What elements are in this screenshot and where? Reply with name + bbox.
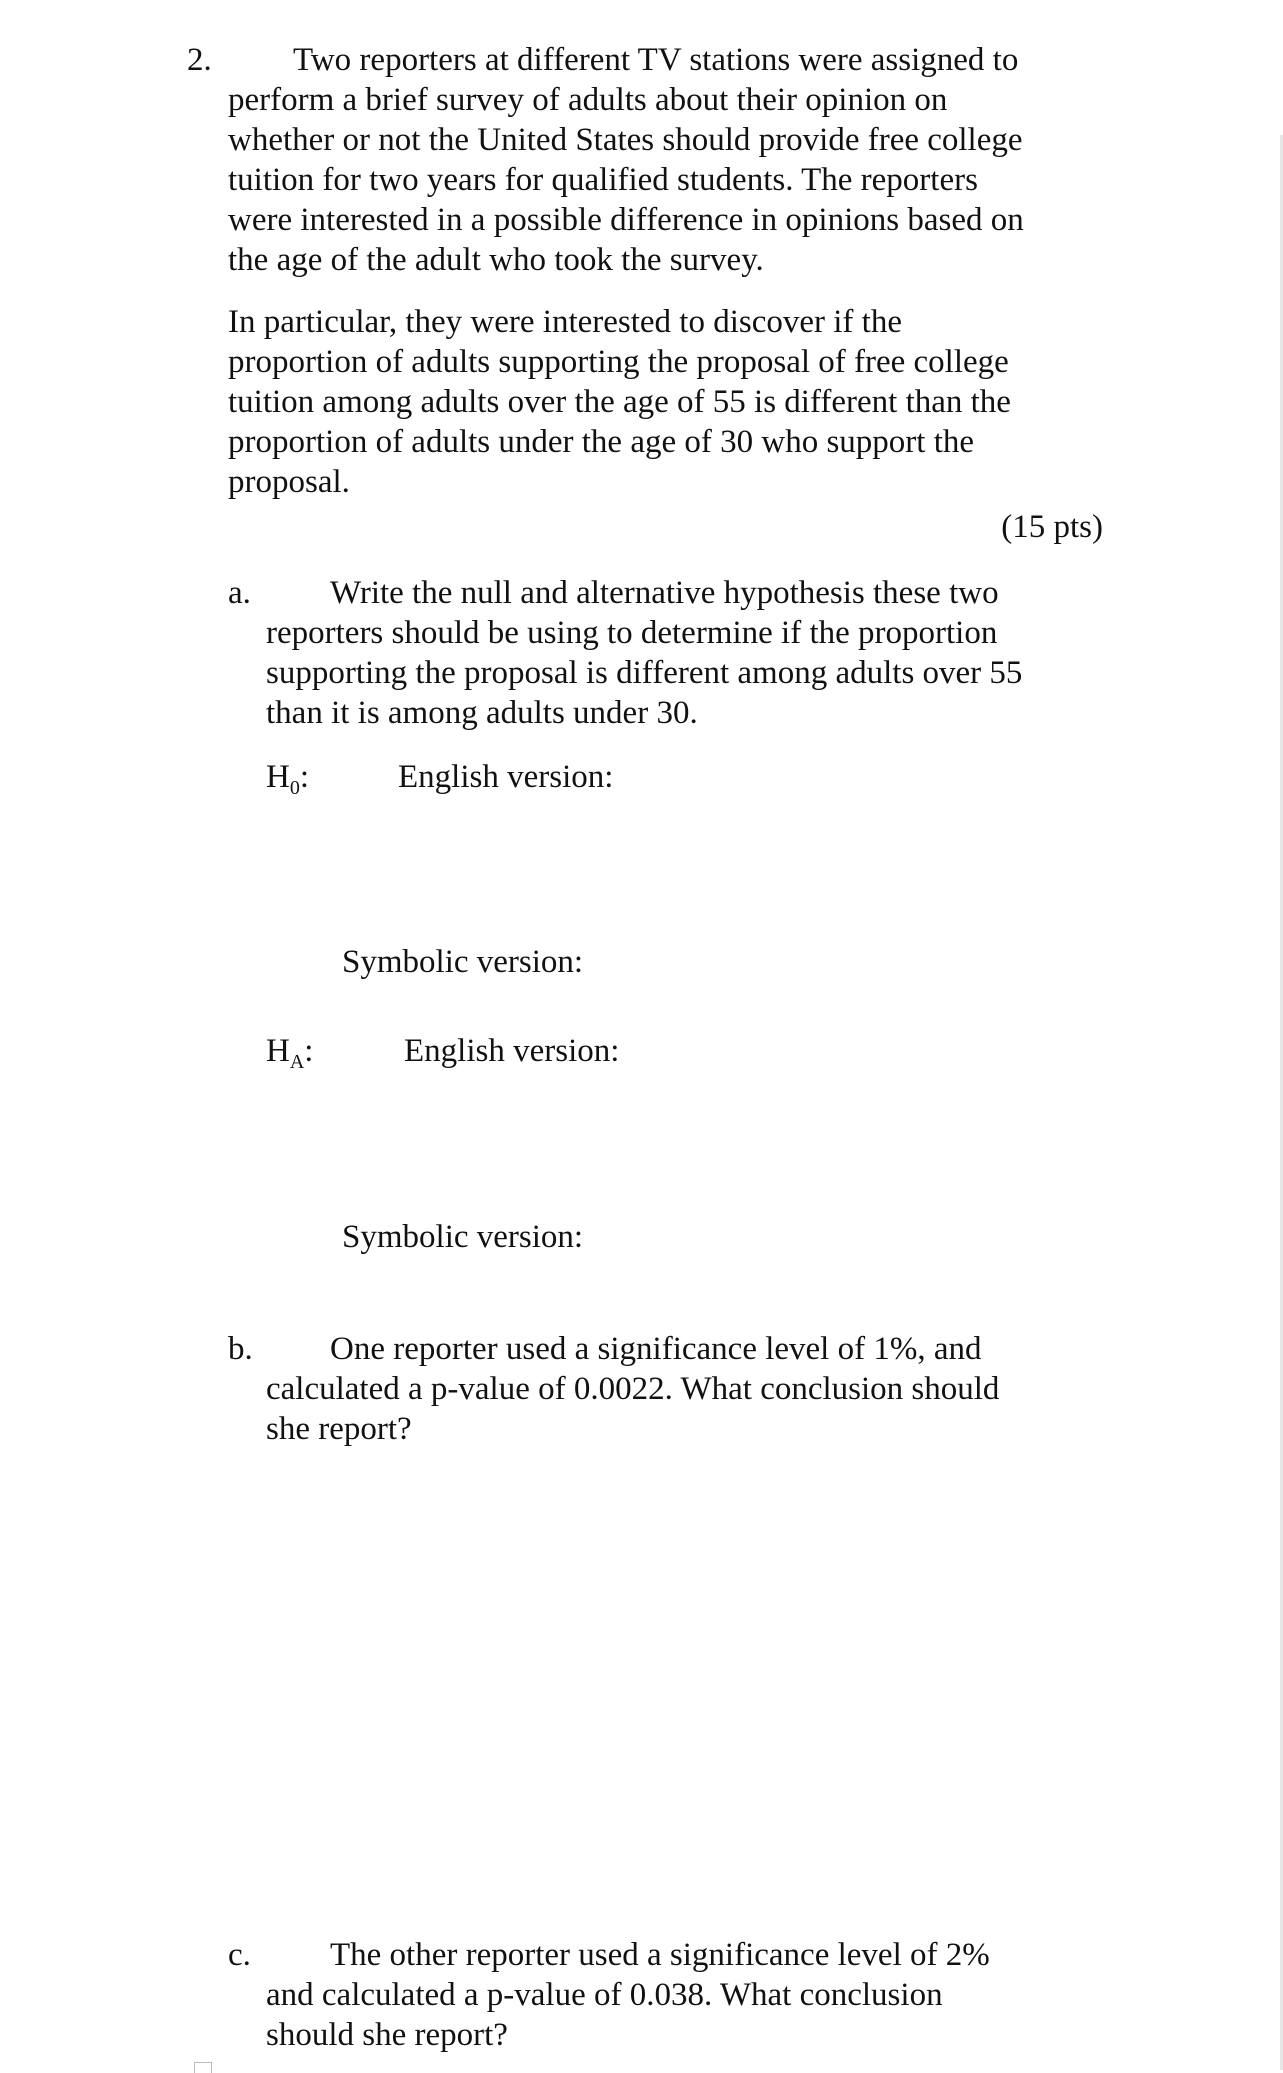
part-b-line: One reporter used a significance level of 1%, and (330, 1331, 982, 1367)
intro-line: whether or not the United States should provide free college (228, 122, 1023, 158)
part-b-line: she report? (266, 1411, 412, 1447)
ha-symbolic-label: Symbolic version: (342, 1219, 584, 1255)
alternative-hypothesis-label: $H_A$: (266, 1033, 314, 1073)
h0-english-label: English version: (398, 759, 614, 795)
part-c-line: should she report? (266, 2017, 508, 2053)
intro-line: were interested in a possible difference in opinions based on (228, 202, 1024, 238)
checkbox-icon (194, 2062, 212, 2073)
h0-symbolic-label: Symbolic version: (342, 944, 584, 980)
part-a-line: reporters should be using to determine if the proportion (266, 615, 998, 651)
part-c-line: and calculated a p-value of 0.038. What conclusion (266, 1977, 943, 2013)
particular-line: tuition among adults over the age of 55 is different than the (228, 384, 1011, 420)
points-label: (15 pts) (1001, 509, 1103, 545)
part-b-line: calculated a p-value of 0.0022. What conclusion should (266, 1371, 1000, 1407)
part-a-line: supporting the proposal is different among adults over 55 (266, 655, 1023, 691)
part-c-label: c. (228, 1937, 251, 1973)
question-number: 2. (187, 42, 212, 78)
intro-line: the age of the adult who took the survey. (228, 242, 764, 278)
intro-line: tuition for two years for qualified students. The reporters (228, 162, 978, 198)
part-c-line: The other reporter used a significance level of 2% (330, 1937, 990, 1973)
part-b-label: b. (228, 1331, 253, 1367)
ha-english-label: English version: (404, 1033, 620, 1069)
particular-line: proportion of adults supporting the proposal of free college (228, 344, 1009, 380)
part-a-label: a. (228, 575, 251, 611)
part-a-line: Write the null and alternative hypothesis these two (330, 575, 999, 611)
intro-line: Two reporters at different TV stations were assigned to (293, 42, 1019, 78)
particular-line: proportion of adults under the age of 30 who support the (228, 424, 975, 460)
particular-line: In particular, they were interested to discover if the (228, 304, 902, 340)
intro-line: perform a brief survey of adults about their opinion on (228, 82, 948, 118)
particular-line: proposal. (228, 464, 350, 500)
part-a-line: than it is among adults under 30. (266, 695, 698, 731)
null-hypothesis-label: $H_0$: (266, 759, 310, 799)
